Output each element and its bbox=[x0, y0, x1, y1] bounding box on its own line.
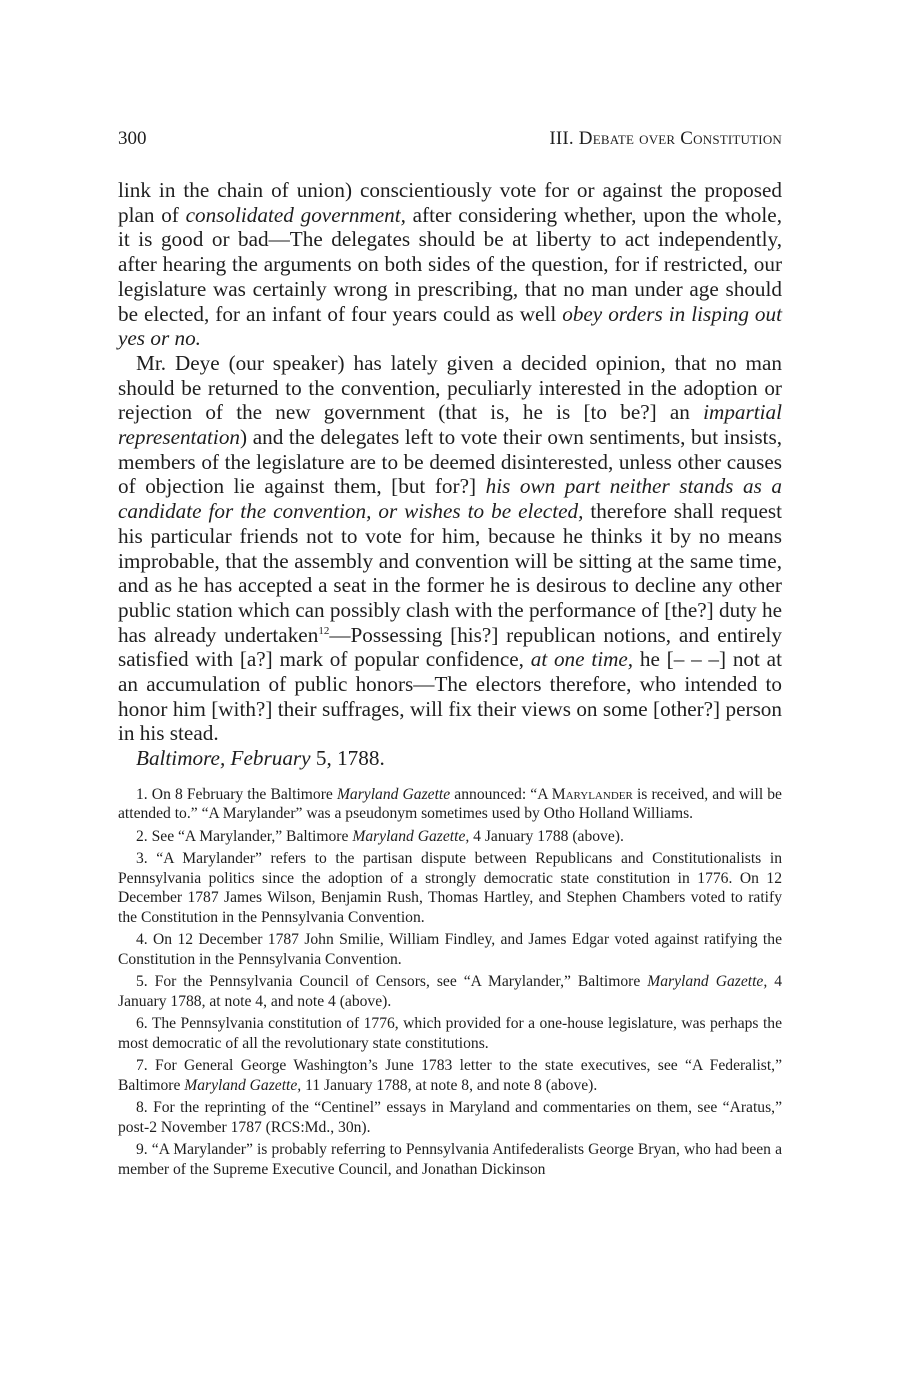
text-run: 11 January 1788, at note 8, and note 8 (above). bbox=[301, 1076, 598, 1094]
paragraph-continuation bbox=[118, 178, 782, 351]
text-run: 2. See “A Marylander,” Baltimore bbox=[136, 827, 353, 845]
footnote bbox=[118, 972, 782, 1011]
italic-text: obey orders in lisping out yes or no. bbox=[118, 301, 782, 351]
page-header bbox=[118, 128, 782, 154]
text-run: Mr. Deye (our speaker) has lately given a decided opinion, that no man should be returned to the convention, peculiarly interested in the adoption or rejection of the new government (that is, he is [to be?] an bbox=[118, 350, 782, 425]
footnote bbox=[118, 1098, 782, 1137]
italic-text: Maryland Gazette, bbox=[352, 827, 470, 845]
footnote bbox=[118, 1140, 782, 1179]
page-number: 300 bbox=[118, 128, 147, 149]
text-run: 1. On 8 February the Baltimore bbox=[136, 785, 337, 803]
footnote bbox=[118, 1014, 782, 1053]
italic-text: Maryland Gazette bbox=[336, 785, 451, 803]
text-run: 4 January 1788 (above). bbox=[469, 827, 624, 845]
footnote bbox=[118, 785, 782, 824]
text-run: —Possessing [his?] republican notions, and entirely satisfied with [a?] mark of popular confidence, bbox=[118, 622, 782, 672]
footnote bbox=[118, 849, 782, 927]
italic-text: his own part neither stands as a candidate for the convention, or wishes to be elected, bbox=[118, 474, 782, 524]
italic-text: Maryland Gazette, bbox=[647, 973, 768, 991]
running-head-middle: C bbox=[675, 128, 694, 149]
italic-text: consolidated government, bbox=[185, 202, 406, 227]
text-run: 3. “A Marylander” refers to the partisan dispute between Republicans and Constitutionalists in Pennsylvania politics since the adoption of a strongly democratic state constitution in 1776. On 12 December 1787 James Wilson, Benjamin Rush, Thomas Hartley, and Stephen Chambers voted to ratify the Constitution in the Pennsylvania Convention. bbox=[118, 850, 782, 926]
footnote bbox=[118, 827, 782, 847]
italic-text: at one time, bbox=[530, 647, 634, 672]
text-run: 4 January 1788, at note 4, and note 4 (above). bbox=[118, 973, 782, 1010]
main-text bbox=[118, 178, 782, 771]
text-run: ) and the delegates left to vote their own sentiments, but insists, members of the legislature are to be deemed disinterested, unless other causes of objection lie against them, [but for?] bbox=[118, 425, 782, 499]
footnotes bbox=[118, 785, 782, 1180]
text-run: 8. For the reprinting of the “Centinel” essays in Maryland and commentaries on them, see “Aratus,” post-2 November 1787 (RCS:Md., 30n). bbox=[118, 1099, 782, 1136]
dateline bbox=[118, 746, 782, 771]
running-head bbox=[549, 128, 782, 150]
text-run: therefore shall request his particular friends not to vote for him, because he thinks it by no means improbable, that the assembly and convention will be sitting at the same time, and as he has accepted a seat in the former he is desirous to decline any other public station which can possibly clash with the performance of [the?] duty he has already undertaken bbox=[118, 499, 782, 647]
text-run: 4. On 12 December 1787 John Smilie, William Findley, and James Edgar voted against ratifying the Constitution in the Pennsylvania Convention. bbox=[118, 931, 782, 968]
text-run: he [– – –] not at an accumulation of public honors—The electors therefore, who intended to honor him [with?] their suffrages, will fix their views on some [other?] person in his stead. bbox=[118, 647, 782, 746]
italic-text: impartial representation bbox=[118, 400, 782, 450]
text-run: announced: “A bbox=[450, 785, 552, 803]
text-run: after considering whether, upon the whole, it is good or bad—The delegates should be at liberty to act independently, after hearing the arguments on both sides of the question, for if restricted, our legislature was certainly wrong in prescribing, that no man under age should be elected, for an infant of four years could as well bbox=[118, 202, 782, 326]
footnote bbox=[118, 1056, 782, 1095]
running-head-prefix: III. D bbox=[549, 128, 593, 149]
smallcaps-text: Marylander bbox=[551, 785, 633, 803]
text-run: is received, and will be attended to.” “A Marylander” was a pseudonym sometimes used by Otho Holland Williams. bbox=[118, 785, 782, 823]
running-head-smallcaps-2: onstitution bbox=[693, 128, 782, 149]
text-run: 5. For the Pennsylvania Council of Censors, see “A Marylander,” Baltimore bbox=[136, 973, 648, 991]
document-page bbox=[118, 128, 782, 1182]
text-run: 6. The Pennsylvania constitution of 1776, which provided for a one-house legislature, was perhaps the most democratic of all the revolutionary state constitutions. bbox=[118, 1015, 782, 1052]
italic-text: Baltimore, February bbox=[136, 746, 311, 771]
paragraph-deye bbox=[118, 351, 782, 746]
italic-text: Maryland Gazette, bbox=[184, 1076, 302, 1094]
footnote-ref: 12 bbox=[318, 624, 330, 637]
text-run: 5, 1788. bbox=[310, 746, 385, 771]
footnote bbox=[118, 930, 782, 969]
text-run: 9. “A Marylander” is probably referring to Pennsylvania Antifederalists George Bryan, who had been a member of the Supreme Executive Council, and Jonathan Dickinson bbox=[118, 1141, 782, 1178]
running-head-smallcaps-1: ebate over bbox=[592, 128, 676, 149]
text-run: link in the chain of union) conscientiously vote for or against the proposed plan of bbox=[118, 178, 782, 227]
text-run: 7. For General George Washington’s June 1783 letter to the state executives, see “A Federalist,” Baltimore bbox=[118, 1057, 782, 1094]
